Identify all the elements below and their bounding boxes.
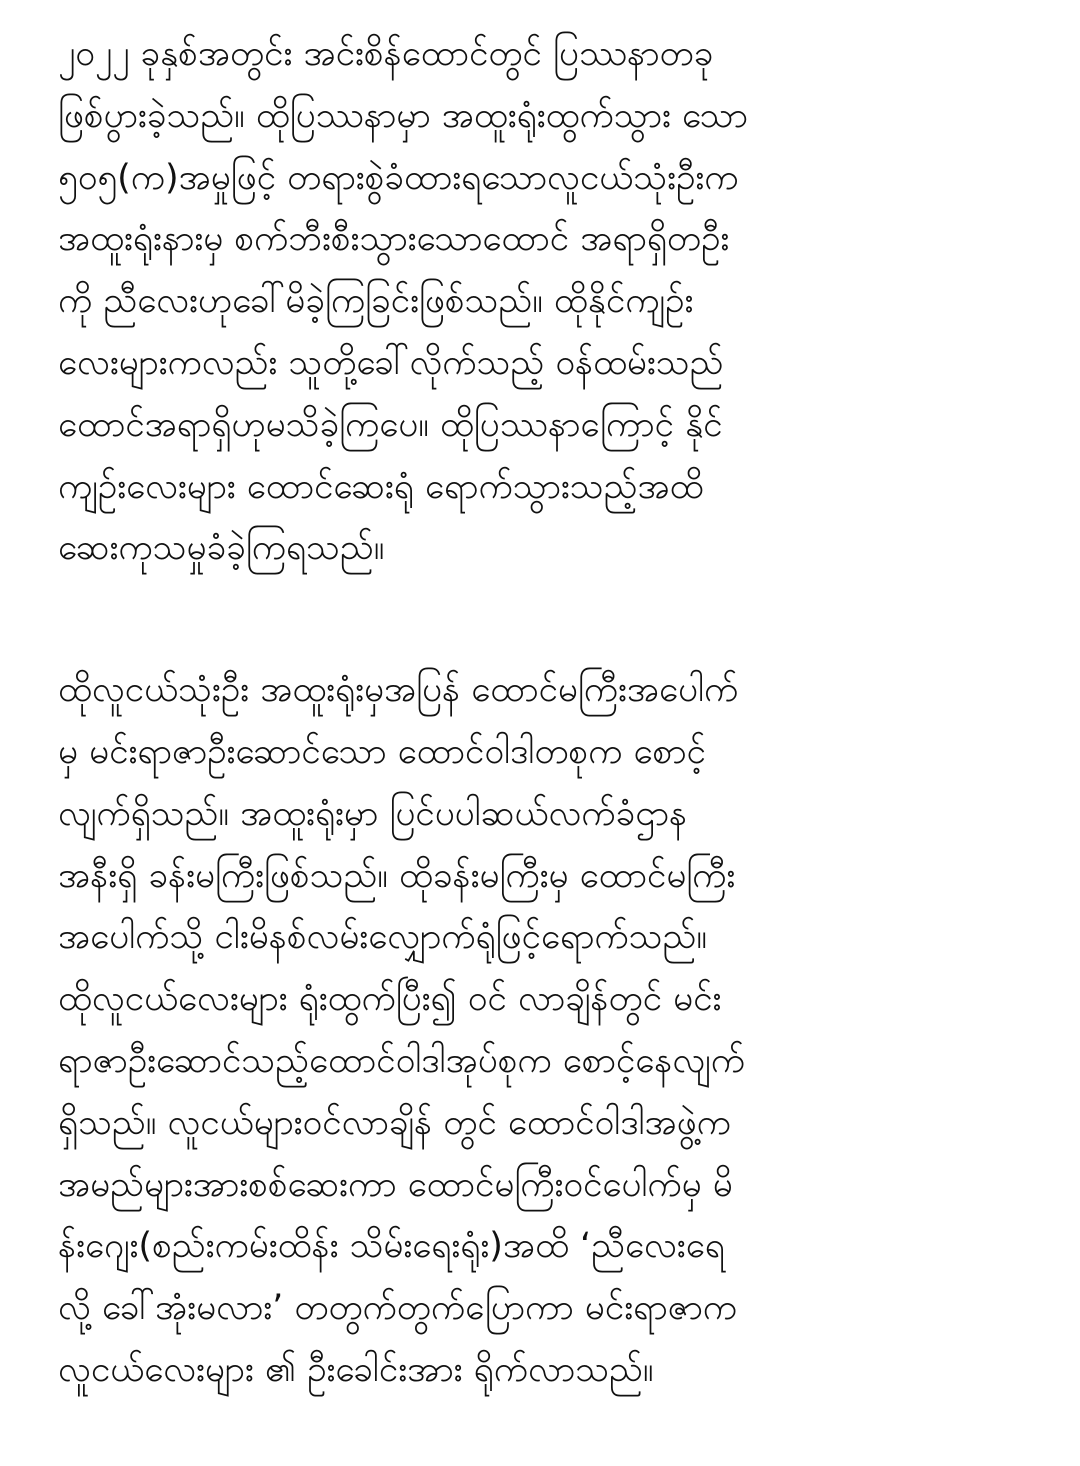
paragraph-1 [58, 24, 1040, 580]
text-line: ဆေးကုသမှုခံခဲ့ကြရသည်။ [58, 528, 385, 569]
text-line: ထိုလူငယ်သုံးဦး အထူးရုံးမှအပြန် ထောင်မကြီးအပေါက် [58, 670, 739, 711]
text-line: လျက်ရှိသည်။ အထူးရုံးမှာ ပြင်ပပါဆယ်လက်ခံဌာန [58, 793, 688, 834]
text-line: မှ မင်းရာဇာဦးဆောင်သော ထောင်ဝါဒါတစုက စောင့် [58, 731, 706, 772]
text-line: လူငယ်လေးများ ၏ ဦးခေါင်းအား ရိုက်လာသည်။ [58, 1349, 654, 1390]
text-line: ထိုလူငယ်လေးများ ရုံးထွက်ပြီး၍ ဝင် လာချိန်တွင် မင်း [58, 979, 722, 1020]
text-line: ၅၀၅(က)အမှုဖြင့် တရားစွဲခံထားရသောလူငယ်သုံးဦးက [58, 157, 739, 198]
text-line: လေးများကလည်း သူတို့ခေါ်လိုက်သည့် ဝန်ထမ်းသည် [58, 342, 724, 383]
text-line: အနီးရှိ ခန်းမကြီးဖြစ်သည်။ ထိုခန်းမကြီးမှ ထောင်မကြီး [58, 855, 736, 896]
text-line: အမည်များအားစစ်ဆေးကာ ထောင်မကြီးဝင်ပေါက်မှ မိ [58, 1164, 733, 1205]
text-line: ကျဉ်းလေးများ ထောင်ဆေးရုံ ရောက်သွားသည့်အထိ [58, 466, 704, 507]
text-line: ကို ညီလေးဟုခေါ်မိခဲ့ကြခြင်းဖြစ်သည်။ ထိုနိုင်ကျဉ်း [58, 281, 694, 322]
text-line: ရှိသည်။ လူငယ်များဝင်လာချိန် တွင် ထောင်ဝါဒါအဖွဲ့က [58, 1102, 731, 1143]
text-line: ၂၀၂၂ ခုနှစ်အတွင်း အင်းစိန်ထောင်တွင် ပြဿနာတခု [58, 34, 714, 74]
text-line: အပေါက်သို့ ငါးမိနစ်လမ်းလျှောက်ရုံဖြင့်ရောက်သည်။ [58, 917, 707, 958]
paragraph-spacer [58, 580, 1040, 660]
paragraph-2 [58, 660, 1040, 1402]
text-line: ထောင်အရာရှိဟုမသိခဲ့ကြပေ။ ထိုပြဿနာကြောင့် နိုင် [58, 404, 723, 445]
text-line: လို့ ခေါ်အုံးမလား’ တတွက်တွက်ပြောကာ မင်းရာဇာက [58, 1288, 738, 1329]
text-line: န်းဂျေး(စည်းကမ်းထိန်း သိမ်းရေးရုံး)အထိ ‘ညီလေးရေ [58, 1226, 725, 1267]
text-line: အထူးရုံးနားမှ စက်ဘီးစီးသွားသောထောင် အရာရှိတဦး [58, 219, 730, 260]
text-line: ဖြစ်ပွားခဲ့သည်။ ထိုပြဿနာမှာ အထူးရုံးထွက်သွား သော [58, 95, 748, 136]
text-line: ရာဇာဦးဆောင်သည့်ထောင်ဝါဒါအုပ်စုက စောင့်နေလျက် [58, 1040, 745, 1081]
